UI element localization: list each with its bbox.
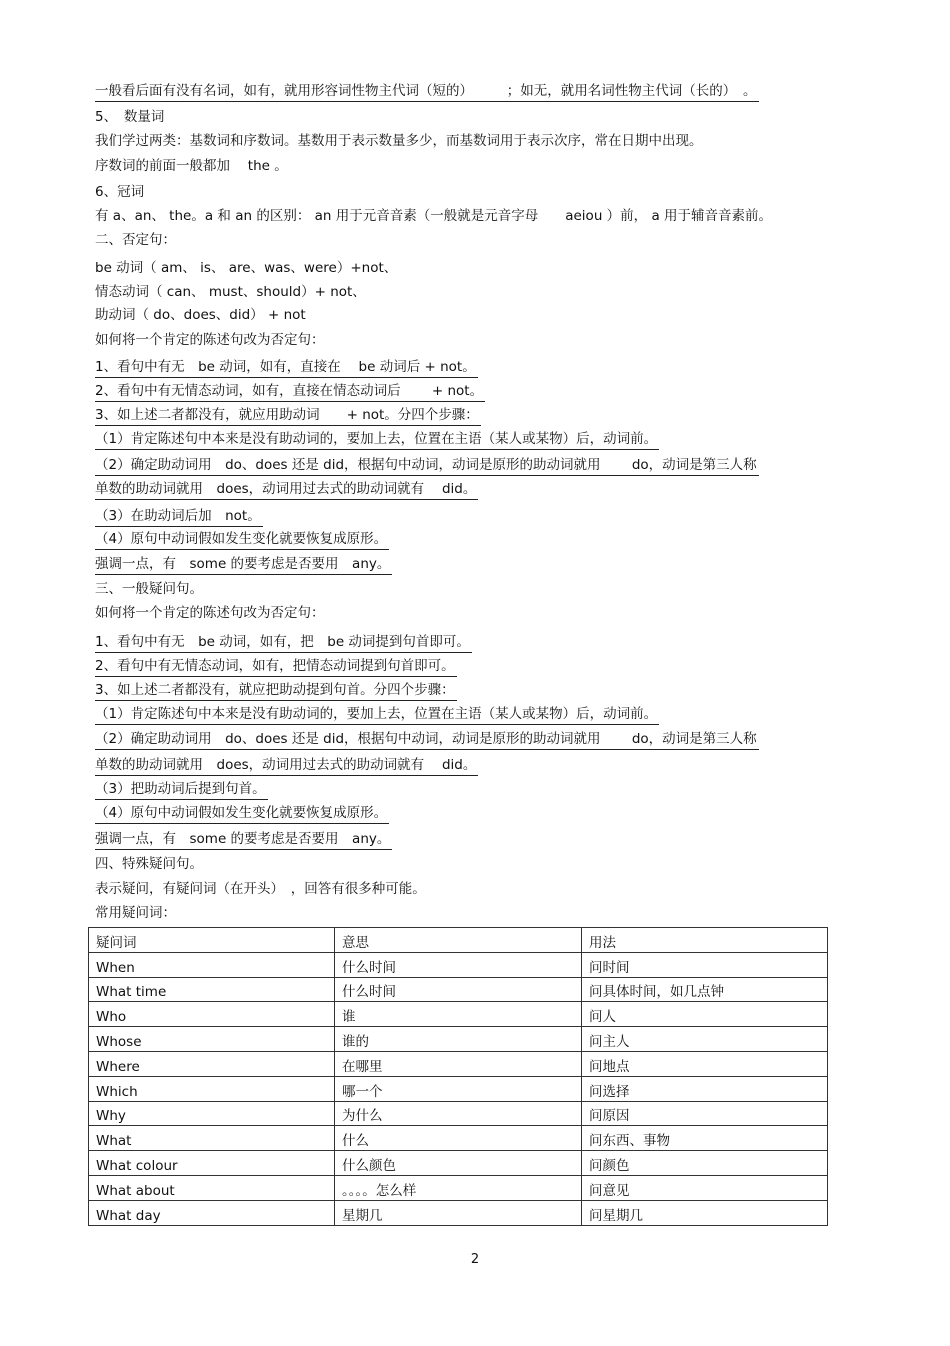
table-header-cell: 疑问词 (89, 928, 335, 953)
table-row (89, 1076, 828, 1101)
table-cell: 问选择 (582, 1076, 828, 1101)
table-header-cell: 用法 (582, 928, 828, 953)
table-row (89, 1101, 828, 1126)
text-line: 强调一点，有 some 的要考虑是否要用 any。 (95, 555, 392, 575)
text-line: （3）在助动词后加 not。 (95, 507, 263, 527)
text-line: （4）原句中动词假如发生变化就要恢复成原形。 (95, 804, 389, 824)
table-cell: What (89, 1126, 335, 1151)
table-row (89, 1175, 828, 1200)
table-cell: What day (89, 1200, 335, 1225)
table-row (89, 1002, 828, 1027)
table-cell: 问星期几 (582, 1200, 828, 1225)
table-cell: 什么 (335, 1126, 582, 1151)
text-line: 单数的助动词就用 does，动词用过去式的助动词就有 did。 (95, 756, 478, 776)
table-header-row (89, 928, 828, 953)
table-cell: Which (89, 1076, 335, 1101)
text-line: 单数的助动词就用 does，动词用过去式的助动词就有 did。 (95, 480, 478, 500)
table-cell: 问颜色 (582, 1151, 828, 1176)
table-cell: 哪一个 (335, 1076, 582, 1101)
table-cell: 什么颜色 (335, 1151, 582, 1176)
table-cell: What time (89, 977, 335, 1002)
section-heading: 三、一般疑问句。 (95, 581, 203, 597)
table-cell: 谁 (335, 1002, 582, 1027)
text-line: （1）肯定陈述句中本来是没有助动词的，要加上去，位置在主语（某人或某物）后，动词前。 (95, 705, 659, 725)
table-cell: 问具体时间，如几点钟 (582, 977, 828, 1002)
table-cell: 谁的 (335, 1027, 582, 1052)
table-row (89, 977, 828, 1002)
table-row (89, 1126, 828, 1151)
table-cell: 问东西、事物 (582, 1126, 828, 1151)
table-cell: 什么时间 (335, 952, 582, 977)
text-line: 2、看句中有无情态动词，如有，直接在情态动词后 + not。 (95, 382, 485, 402)
text-line: be 动词（ am、 is、 are、was、were）+not、 (95, 260, 398, 276)
page-number: 2 (470, 1252, 480, 1267)
text-line: 1、看句中有无 be 动词，如有，直接在 be 动词后 + not。 (95, 358, 478, 378)
table-cell: 问原因 (582, 1101, 828, 1126)
text-line: （1）肯定陈述句中本来是没有助动词的，要加上去，位置在主语（某人或某物）后，动词前。 (95, 430, 659, 450)
table-cell: 问主人 (582, 1027, 828, 1052)
text-line: 3、如上述二者都没有，就应把助动提到句首。分四个步骤： (95, 681, 457, 701)
text-line: （4）原句中动词假如发生变化就要恢复成原形。 (95, 530, 389, 550)
table-cell: What colour (89, 1151, 335, 1176)
text-line: 如何将一个肯定的陈述句改为否定句： (95, 332, 325, 348)
text-line: 有 a、an、 the。a 和 an 的区别： an 用于元音音素（一般就是元音字母 aeiou ）前， a 用于辅音音素前。 (95, 208, 773, 224)
text-line: 1、看句中有无 be 动词，如有，把 be 动词提到句首即可。 (95, 633, 472, 653)
table-cell: When (89, 952, 335, 977)
section-heading: 5、 数量词 (95, 109, 165, 125)
question-words-table (88, 927, 828, 1226)
text-line: （3）把助动词后提到句首。 (95, 780, 268, 800)
table-row (89, 1200, 828, 1225)
table-cell: 在哪里 (335, 1051, 582, 1076)
text-line: 情态动词（ can、 must、should）+ not、 (95, 284, 366, 300)
table-cell: 什么时间 (335, 977, 582, 1002)
text-line: 助动词（ do、does、did） + not (95, 307, 306, 323)
table-cell: Who (89, 1002, 335, 1027)
text-line: 如何将一个肯定的陈述句改为否定句： (95, 605, 325, 621)
table-cell: What about (89, 1175, 335, 1200)
table-row (89, 1051, 828, 1076)
table-cell: Why (89, 1101, 335, 1126)
text-line: 序数词的前面一般都加 the 。 (95, 158, 288, 174)
table-header-cell: 意思 (335, 928, 582, 953)
table-row (89, 1027, 828, 1052)
table-cell: 星期几 (335, 1200, 582, 1225)
table-cell: Where (89, 1051, 335, 1076)
text-line: （2）确定助动词用 do、does 还是 did，根据句中动词，动词是原形的助动词就用 do，动词是第三人称 (95, 456, 759, 476)
table-cell: 。。。。怎么样 (335, 1175, 582, 1200)
section-heading: 6、冠词 (95, 184, 145, 200)
table-cell: Whose (89, 1027, 335, 1052)
text-line: 一般看后面有没有名词，如有，就用形容词性物主代词（短的） ；如无，就用名词性物主代词（长的） 。 (95, 82, 759, 102)
text-line: （2）确定助动词用 do、does 还是 did，根据句中动词，动词是原形的助动词就用 do，动词是第三人称 (95, 730, 759, 750)
text-line: 3、如上述二者都没有，就应用助动词 + not。分四个步骤： (95, 406, 481, 426)
section-heading: 二、否定句： (95, 232, 176, 248)
text-line: 常用疑问词： (95, 905, 176, 921)
table-cell: 问意见 (582, 1175, 828, 1200)
text-line: 我们学过两类：基数词和序数词。基数用于表示数量多少，而基数词用于表示次序，常在日期中出现。 (95, 133, 703, 149)
text-line: 强调一点，有 some 的要考虑是否要用 any。 (95, 830, 392, 850)
text-line: 表示疑问，有疑问词（在开头） ，回答有很多种可能。 (95, 881, 426, 897)
text-line: 2、看句中有无情态动词，如有，把情态动词提到句首即可。 (95, 657, 457, 677)
section-heading: 四、特殊疑问句。 (95, 856, 203, 872)
table-cell: 问人 (582, 1002, 828, 1027)
table-cell: 问地点 (582, 1051, 828, 1076)
table-cell: 问时间 (582, 952, 828, 977)
table-row (89, 952, 828, 977)
table-row (89, 1151, 828, 1176)
table-cell: 为什么 (335, 1101, 582, 1126)
